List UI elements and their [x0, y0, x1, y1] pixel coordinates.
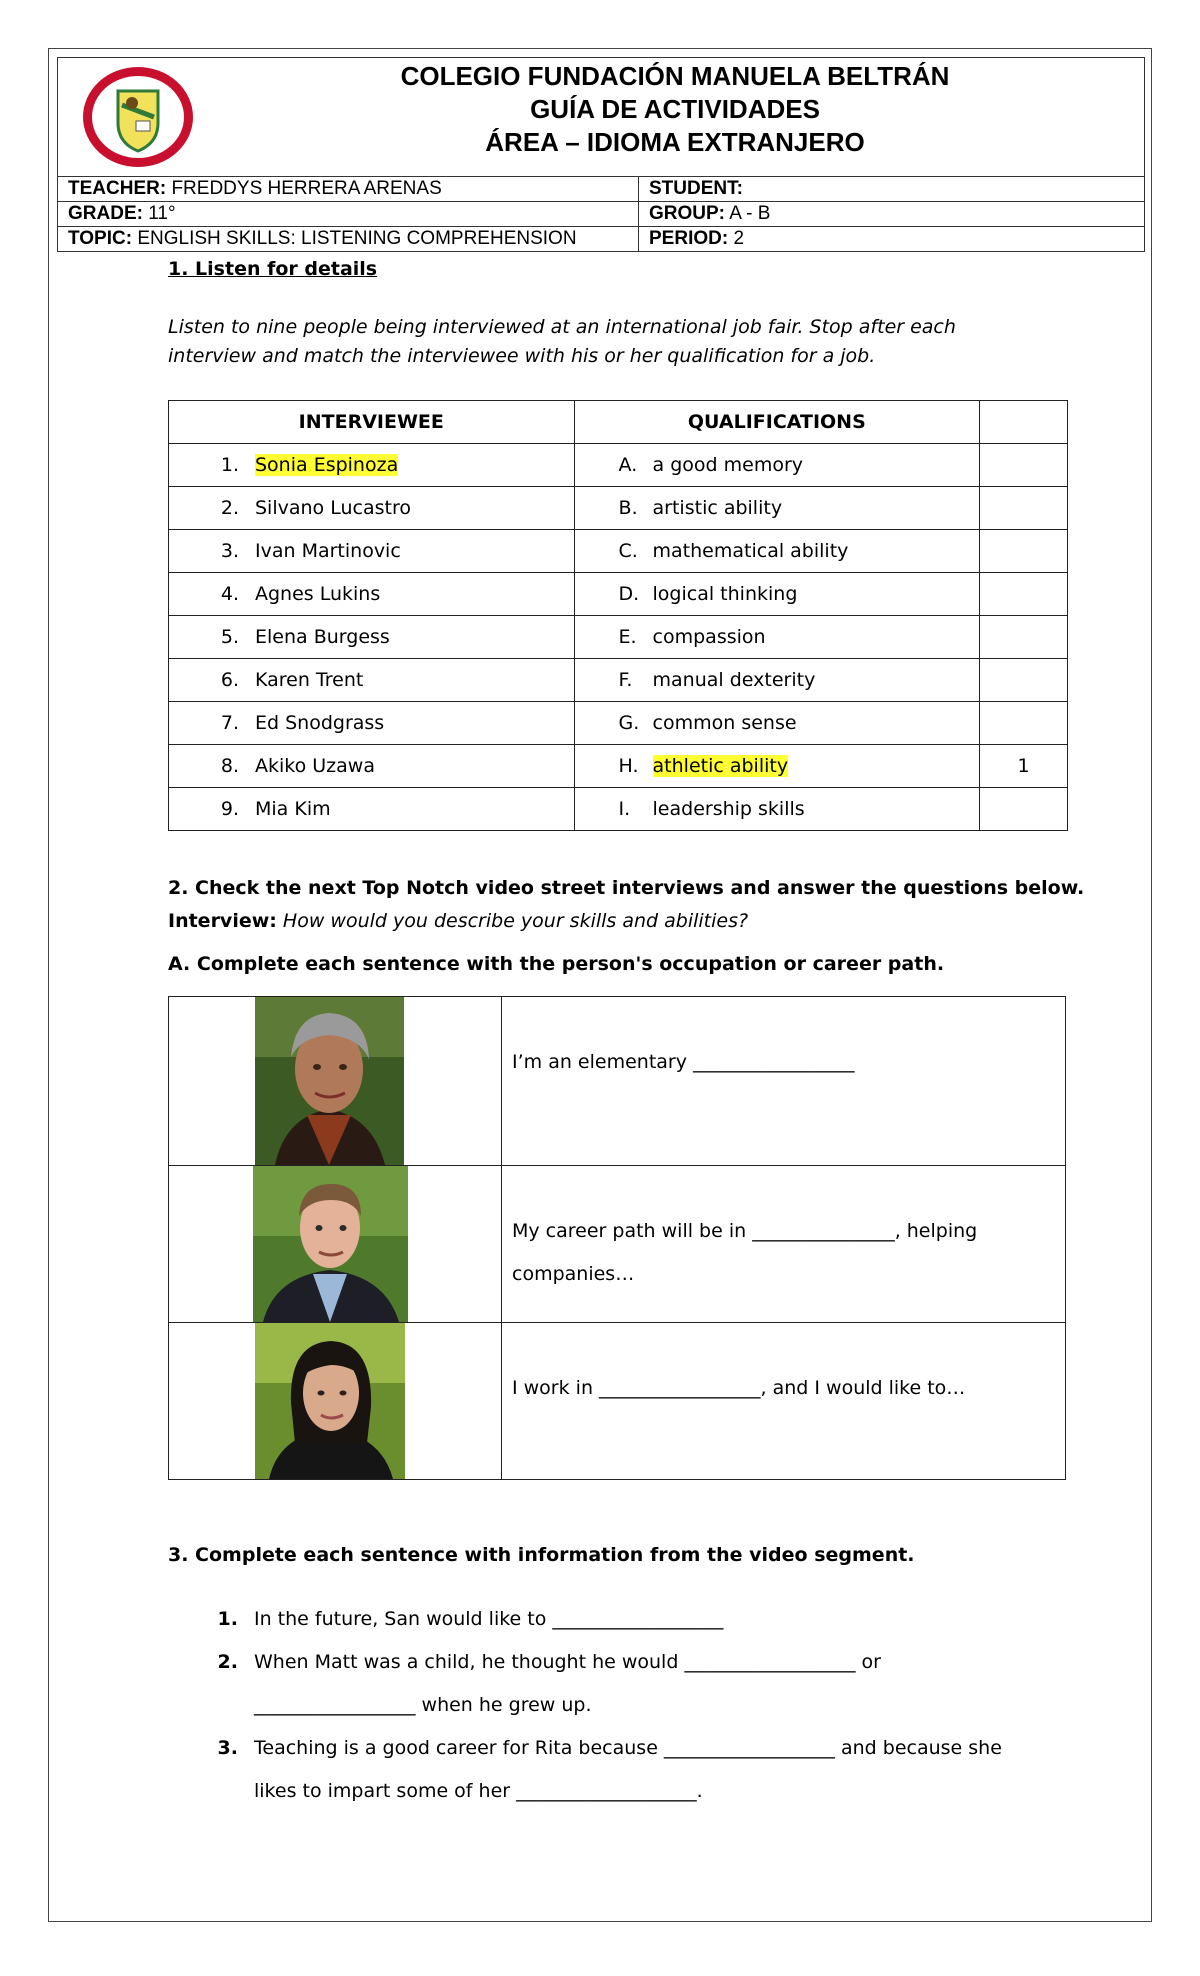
header-interviewee: INTERVIEWEE: [169, 401, 575, 444]
video-interview-table: [168, 996, 1066, 1480]
section2-part-a-title: A. Complete each sentence with the person's occupation or career path.: [168, 953, 945, 975]
list-item: [168, 1641, 1048, 1727]
answer-cell[interactable]: [980, 573, 1068, 616]
item-number: 3.: [217, 1737, 238, 1759]
table-row: [169, 616, 1068, 659]
qualification-letter: H.: [618, 755, 639, 777]
group-label: GROUP:: [649, 203, 725, 224]
topic-cell: [58, 227, 639, 252]
qualification-letter: E.: [618, 626, 637, 648]
table-row: [169, 702, 1068, 745]
item-text[interactable]: In the future, San would like to __________________: [254, 1608, 724, 1630]
table-row: [169, 573, 1068, 616]
qualification-letter: G.: [618, 712, 640, 734]
qualification-text: logical thinking: [652, 583, 798, 605]
row-number: 9.: [220, 798, 239, 820]
teacher-cell: [58, 177, 639, 202]
item-text[interactable]: Teaching is a good career for Rita because __________________ and because she likes to impart some of her ___________________.: [254, 1737, 1002, 1802]
table-row: [169, 745, 1068, 788]
answer-cell[interactable]: [980, 788, 1068, 831]
grade-value: 11°: [148, 203, 176, 224]
interviewee-name: Akiko Uzawa: [255, 755, 375, 777]
section1-instruction: Listen to nine people being interviewed at an international job fair. Stop after each interview and match the interviewee with his or her qualification for a job.: [168, 316, 956, 367]
header-answer: [980, 401, 1068, 444]
matching-table: [168, 400, 1068, 831]
answer-cell[interactable]: [980, 616, 1068, 659]
interviewee-name: Agnes Lukins: [255, 583, 381, 605]
row-number: 2.: [220, 497, 239, 519]
student-label: STUDENT:: [649, 178, 743, 199]
group-value: A - B: [729, 203, 771, 224]
table-row: [169, 444, 1068, 487]
table-row: [169, 788, 1068, 831]
grade-label: GRADE:: [68, 203, 143, 224]
answer-cell[interactable]: [980, 702, 1068, 745]
row-number: 6.: [220, 669, 239, 691]
row-number: 8.: [220, 755, 239, 777]
table-row: [169, 530, 1068, 573]
woman-business-photo: [255, 1323, 405, 1479]
man-finance-photo: [253, 1166, 408, 1322]
guide-title: GUÍA DE ACTIVIDADES: [530, 94, 820, 124]
period-value: 2: [733, 228, 745, 249]
answer-cell[interactable]: [980, 659, 1068, 702]
item-number: 2.: [217, 1651, 238, 1673]
interviewee-name: Ivan Martinovic: [255, 540, 401, 562]
grade-cell: [58, 202, 639, 227]
interviewee-name: Karen Trent: [255, 669, 364, 691]
qualification-letter: C.: [618, 540, 638, 562]
qualification-letter: I.: [618, 798, 631, 820]
answer-cell[interactable]: [980, 444, 1068, 487]
interviewee-name: Sonia Espinoza: [255, 454, 399, 476]
qualification-text: mathematical ability: [652, 540, 849, 562]
qualification-letter: B.: [618, 497, 638, 519]
interviewee-name: Ed Snodgrass: [255, 712, 385, 734]
section3-list: [168, 1598, 1048, 1813]
teacher-value: FREDDYS HERRERA ARENAS: [171, 178, 442, 199]
sentence-2[interactable]: My career path will be in _______________, helping companies…: [502, 1166, 1066, 1323]
school-name: COLEGIO FUNDACIÓN MANUELA BELTRÁN: [400, 61, 950, 91]
section2-interview: [168, 910, 748, 932]
period-label: PERIOD:: [649, 228, 729, 249]
area-title: ÁREA – IDIOMA EXTRANJERO: [485, 127, 865, 157]
row-number: 1.: [220, 454, 239, 476]
table-row: [169, 1166, 1066, 1323]
qualification-text: compassion: [652, 626, 766, 648]
topic-value: ENGLISH SKILLS: LISTENING COMPREHENSION: [137, 228, 577, 249]
table-row: [169, 997, 1066, 1166]
qualification-letter: A.: [618, 454, 638, 476]
row-number: 3.: [220, 540, 239, 562]
table-row: [169, 659, 1068, 702]
school-titles: [300, 60, 1050, 159]
sentence-3[interactable]: I work in _________________, and I would like to…: [502, 1323, 1066, 1480]
interview-question: How would you describe your skills and abilities?: [282, 910, 749, 932]
item-number: 1.: [217, 1608, 238, 1630]
interviewee-name: Silvano Lucastro: [255, 497, 411, 519]
photo-cell: [169, 1166, 502, 1323]
header-qualifications: QUALIFICATIONS: [574, 401, 980, 444]
answer-cell[interactable]: [980, 530, 1068, 573]
photo-cell: [169, 1323, 502, 1480]
section1-title: 1. Listen for details: [168, 258, 378, 280]
list-item: [168, 1598, 1048, 1641]
interview-label: Interview:: [168, 910, 277, 932]
table-row: [169, 487, 1068, 530]
interviewee-name: Elena Burgess: [255, 626, 390, 648]
student-cell[interactable]: [639, 177, 1145, 202]
topic-label: TOPIC:: [68, 228, 133, 249]
list-item: [168, 1727, 1048, 1813]
qualification-text: a good memory: [652, 454, 804, 476]
woman-teacher-photo: [255, 997, 404, 1165]
table-row: [169, 1323, 1066, 1480]
qualification-text: leadership skills: [652, 798, 805, 820]
teacher-label: TEACHER:: [68, 178, 167, 199]
answer-cell[interactable]: [980, 487, 1068, 530]
row-number: 5.: [220, 626, 239, 648]
qualification-text: common sense: [652, 712, 797, 734]
answer-cell[interactable]: 1: [980, 745, 1068, 788]
section2-title: 2. Check the next Top Notch video street interviews and answer the questions below.: [168, 877, 1085, 899]
info-table: [57, 176, 1145, 252]
photo-cell: [169, 997, 502, 1166]
sentence-1[interactable]: I’m an elementary _________________: [502, 997, 1066, 1166]
section3-title: 3. Complete each sentence with information from the video segment.: [168, 1544, 915, 1566]
row-number: 7.: [220, 712, 239, 734]
qualification-text: athletic ability: [652, 755, 789, 777]
qualification-text: manual dexterity: [652, 669, 816, 691]
qualification-text: artistic ability: [652, 497, 783, 519]
item-text[interactable]: When Matt was a child, he thought he would __________________ or _________________ when he grew up.: [254, 1651, 881, 1716]
row-number: 4.: [220, 583, 239, 605]
interviewee-name: Mia Kim: [255, 798, 331, 820]
period-cell: [639, 227, 1145, 252]
school-crest-logo: [80, 65, 196, 169]
qualification-letter: D.: [618, 583, 640, 605]
qualification-letter: F.: [618, 669, 633, 691]
group-cell: [639, 202, 1145, 227]
